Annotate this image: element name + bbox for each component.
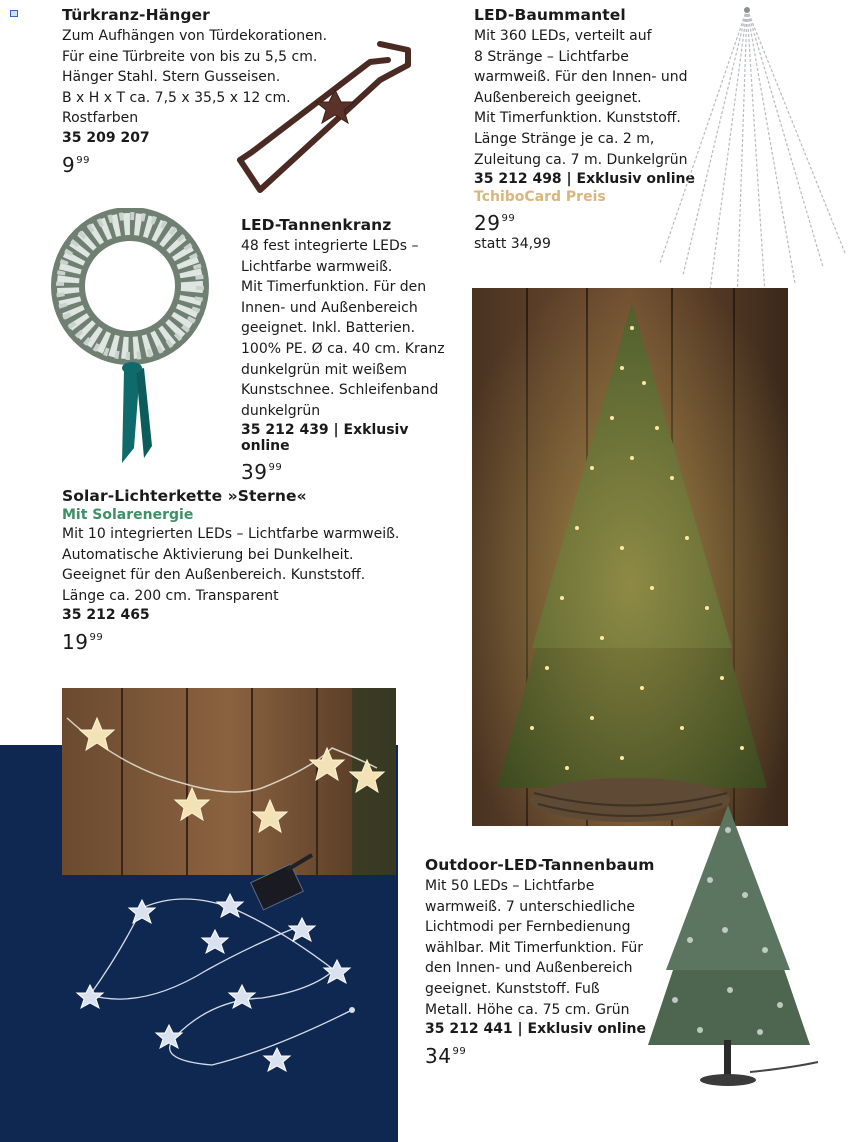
product-solar [62,487,422,654]
description-line: Mit Timerfunktion. Für den [241,279,427,296]
description-line: Zum Aufhängen von Türdekorationen. [62,28,328,44]
old-price: statt 34,99 [474,236,551,253]
description-line: Geeignet für den Außenbereich. Kunststoff. [62,567,366,584]
product-outdoor [425,856,655,1068]
price-cents: 99 [501,213,516,225]
door-hanger-image [230,40,415,200]
description-line: Metall. Höhe ca. 75 cm. Grün [425,1001,630,1018]
price-cents: 99 [268,462,283,474]
description-line: Automatische Aktivierung bei Dunkelheit. [62,546,354,563]
description-line: Rostfarben [62,110,139,127]
description-line: Kunstschnee. Schleifenband [241,382,439,399]
led-strands-image [655,5,850,310]
solar-subtitle: Mit Solarenergie [62,507,194,523]
article-number: 35 212 498 | Exklusiv online [474,171,695,188]
product-title: Türkranz-Hänger [62,6,210,24]
star-lights-photo [62,688,396,875]
description-line: Lichtfarbe warmweiß. [241,258,393,275]
description-line: warmweiß. 7 unterschiedliche [425,898,636,915]
price-cents: 99 [89,632,104,644]
article-number: 35 209 207 [62,129,150,146]
price-cents: 99 [76,154,90,166]
price-cents: 99 [452,1046,467,1058]
description-line: 100% PE. Ø ca. 40 cm. Kranz [241,340,445,357]
description-line: wählbar. Mit Timerfunktion. Für [425,939,643,956]
article-number: 35 212 465 [62,607,150,624]
description-line: Hänger Stahl. Stern Gusseisen. [62,69,281,86]
product-title: LED-Tannenkranz [241,216,392,234]
description-line: Lichtmodi per Fernbedienung [425,919,631,936]
description-line: Länge ca. 200 cm. Transparent [62,587,279,604]
description-line: dunkelgrün [241,402,321,419]
price [62,630,422,654]
product-title: Solar-Lichterkette »Sterne« [62,487,307,505]
tchibocard-price-label: TchiboCard Preis [474,189,606,206]
description-line: Mit 10 integrierten LEDs – Lichtfarbe warmweiß. [62,526,400,542]
description-line: Mit 50 LEDs – Lichtfarbe [425,878,595,894]
price [425,1044,655,1068]
description-line: Innen- und Außenbereich [241,299,418,316]
product-description [241,236,461,421]
corner-marker-icon [10,10,18,17]
description-line: Mit 360 LEDs, verteilt auf [474,28,652,44]
article-number: 35 212 441 | Exklusiv online [425,1021,646,1038]
price [241,460,461,484]
product-description [62,524,422,606]
price-main: 9 [62,152,76,177]
product-tannenkranz [241,216,461,484]
description-line: geeignet. Kunststoff. Fuß [425,980,600,997]
description-line: dunkelgrün mit weißem [241,361,408,378]
outdoor-tree-image [640,800,820,1092]
price-main: 29 [474,211,501,236]
description-line: geeignet. Inkl. Batterien. [241,320,416,337]
product-title: Outdoor-LED-Tannenbaum [425,856,655,874]
article-number: 35 212 439 | Exklusiv online [241,422,409,455]
description-line: den Innen- und Außenbereich [425,960,633,977]
description-line: Länge Stränge je ca. 2 m, [474,130,655,147]
description-line: 8 Stränge – Lichtfarbe [474,48,629,65]
product-description [425,876,655,1020]
price-main: 39 [241,460,268,485]
price-main: 34 [425,1044,452,1069]
solar-star-chain-image [62,850,382,1090]
description-line: Mit Timerfunktion. Kunststoff. [474,110,681,127]
product-title: LED-Baummantel [474,6,626,24]
description-line: warmweiß. Für den Innen- und [474,69,688,86]
price-main: 19 [62,630,89,655]
description-line: Zuleitung ca. 7 m. Dunkelgrün [474,151,688,168]
wreath-image [44,208,219,470]
description-line: Außenbereich geeignet. [474,89,642,106]
description-line: B x H x T ca. 7,5 x 35,5 x 12 cm. [62,89,291,106]
description-line: Für eine Türbreite von bis zu 5,5 cm. [62,48,318,65]
description-line: 48 fest integrierte LEDs – [241,238,419,254]
illuminated-tree-photo [472,288,788,826]
